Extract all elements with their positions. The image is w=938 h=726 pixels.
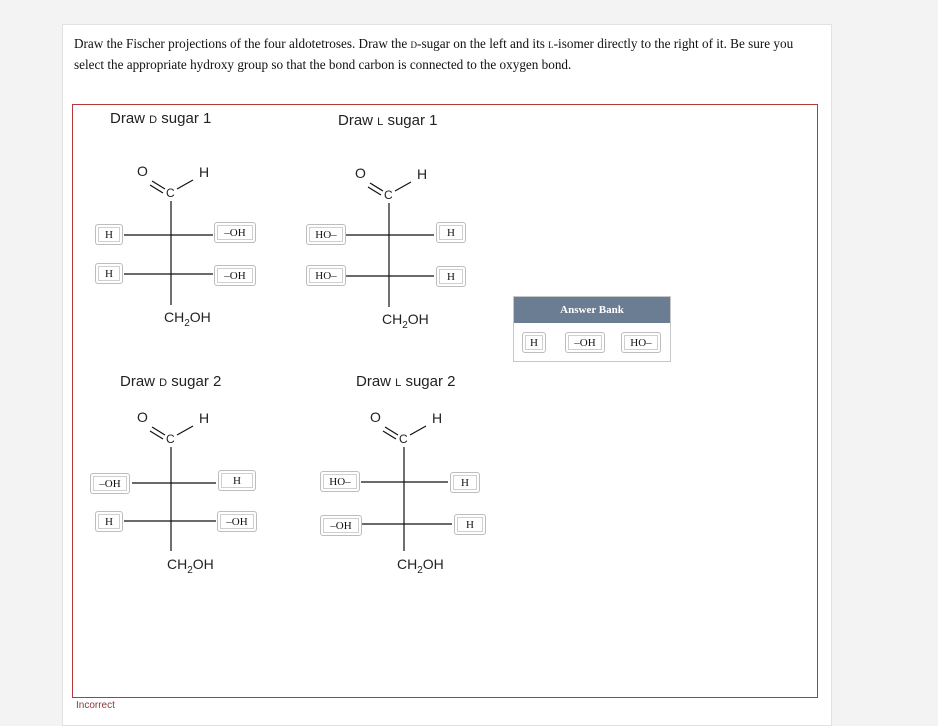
slot-l2-row2-left[interactable]: –OH — [320, 515, 362, 536]
title-l-sugar-1: Draw l sugar 1 — [338, 112, 438, 129]
slot-d1-row1-right[interactable]: –OH — [214, 222, 256, 243]
bank-item-h[interactable]: H — [522, 332, 546, 353]
aldehyde-hydrogen: H — [199, 410, 210, 426]
answer-bank-title: Answer Bank — [514, 297, 670, 323]
ch2oh-label: $CH_2OH$ — [167, 556, 214, 576]
slot-l2-row1-right[interactable]: H — [450, 472, 480, 493]
slot-d2-row1-left[interactable]: –OH — [90, 473, 130, 494]
aldehyde-carbon: C — [384, 188, 393, 202]
title-l-sugar-2: Draw l sugar 2 — [356, 373, 456, 390]
slot-l2-row1-left[interactable]: HO– — [320, 471, 360, 492]
slot-d1-row2-left[interactable]: H — [95, 263, 123, 284]
slot-l1-row1-left[interactable]: HO– — [306, 224, 346, 245]
title-d-sugar-2: Draw d sugar 2 — [120, 373, 222, 390]
aldehyde-hydrogen: H — [417, 166, 428, 182]
question-text: Draw the Fischer projections of the four aldotetroses. Draw the d-sugar on the left and its l-isomer directly to the right of it. Be sure you select the appropriate hydroxy group so that the bond carbon is connected to the oxygen bond. — [74, 36, 794, 72]
bank-item-ho-left[interactable]: HO– — [621, 332, 661, 353]
ch2oh-label: $CH_2OH$ — [382, 311, 429, 331]
aldehyde-oxygen: O — [355, 165, 366, 181]
slot-d2-row2-left[interactable]: H — [95, 511, 123, 532]
slot-l1-row1-right[interactable]: H — [436, 222, 466, 243]
ch2oh-label: $CH_2OH$ — [164, 309, 211, 329]
slot-d2-row2-right[interactable]: –OH — [217, 511, 257, 532]
aldehyde-carbon: C — [166, 186, 175, 200]
slot-l2-row2-right[interactable]: H — [454, 514, 486, 535]
bank-item-oh-right[interactable]: –OH — [565, 332, 605, 353]
slot-l1-row2-left[interactable]: HO– — [306, 265, 346, 286]
ch2oh-label: $CH_2OH$ — [397, 556, 444, 576]
aldehyde-carbon: C — [166, 432, 175, 446]
aldehyde-hydrogen: H — [432, 410, 443, 426]
aldehyde-oxygen: O — [137, 409, 148, 425]
aldehyde-hydrogen: H — [199, 164, 210, 180]
slot-d1-row2-right[interactable]: –OH — [214, 265, 256, 286]
aldehyde-carbon: C — [399, 432, 408, 446]
slot-d1-row1-left[interactable]: H — [95, 224, 123, 245]
slot-l1-row2-right[interactable]: H — [436, 266, 466, 287]
title-d-sugar-1: Draw d sugar 1 — [110, 110, 212, 127]
slot-d2-row1-right[interactable]: H — [218, 470, 256, 491]
result-status: Incorrect — [76, 700, 115, 711]
aldehyde-oxygen: O — [370, 409, 381, 425]
aldehyde-oxygen: O — [137, 163, 148, 179]
